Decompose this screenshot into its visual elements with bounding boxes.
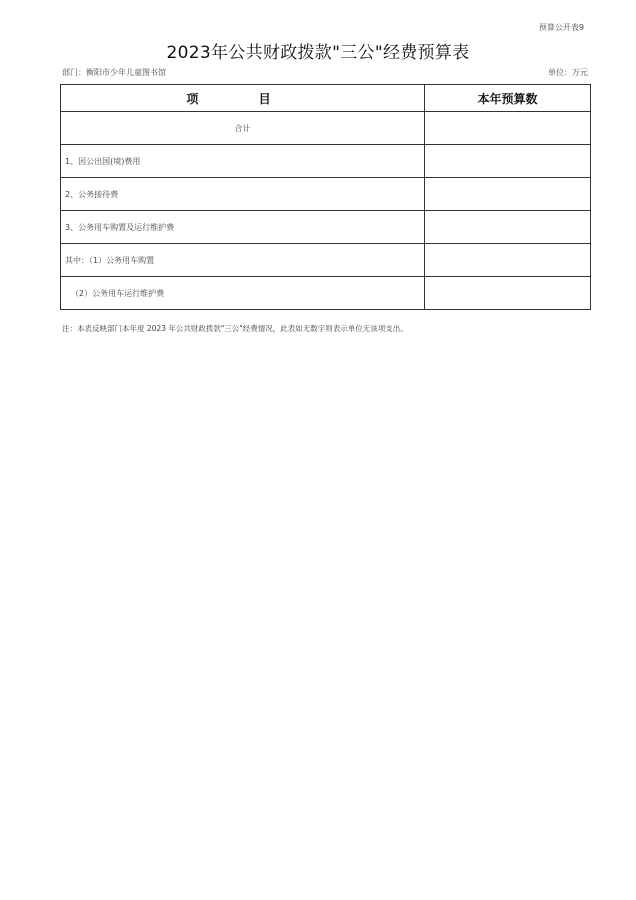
unit-label: 单位：万元	[548, 68, 588, 77]
department-label: 部门：衡阳市少年儿童图书馆	[62, 68, 166, 77]
table-header-row	[61, 85, 591, 112]
row-label: 2、公务接待费	[61, 178, 425, 211]
row-value	[425, 244, 591, 277]
row-label: （2）公务用车运行维护费	[61, 277, 425, 310]
row-label: 3、公务用车购置及运行维护费	[61, 211, 425, 244]
row-value	[425, 145, 591, 178]
table-row	[61, 277, 591, 310]
row-value	[425, 178, 591, 211]
row-label-total: 合计	[61, 112, 425, 145]
table-row	[61, 244, 591, 277]
table-row	[61, 211, 591, 244]
footnote: 注：本表反映部门本年度 2023 年公共财政拨款"三公"经费情况，此表如无数字则表示单位无该项支出。	[62, 324, 408, 333]
form-tag: 预算公开表9	[538, 23, 584, 32]
table-row	[61, 178, 591, 211]
budget-table	[60, 84, 591, 310]
row-value	[425, 211, 591, 244]
column-header-budget: 本年预算数	[425, 85, 591, 112]
column-header-item: 项 目	[61, 85, 425, 112]
row-label: 其中：（1）公务用车购置	[61, 244, 425, 277]
table-row-total	[61, 112, 591, 145]
row-label: 1、因公出国(境)费用	[61, 145, 425, 178]
row-value-total	[425, 112, 591, 145]
page-title: 2023年公共财政拨款"三公"经费预算表	[166, 43, 470, 63]
row-value	[425, 277, 591, 310]
table-row	[61, 145, 591, 178]
